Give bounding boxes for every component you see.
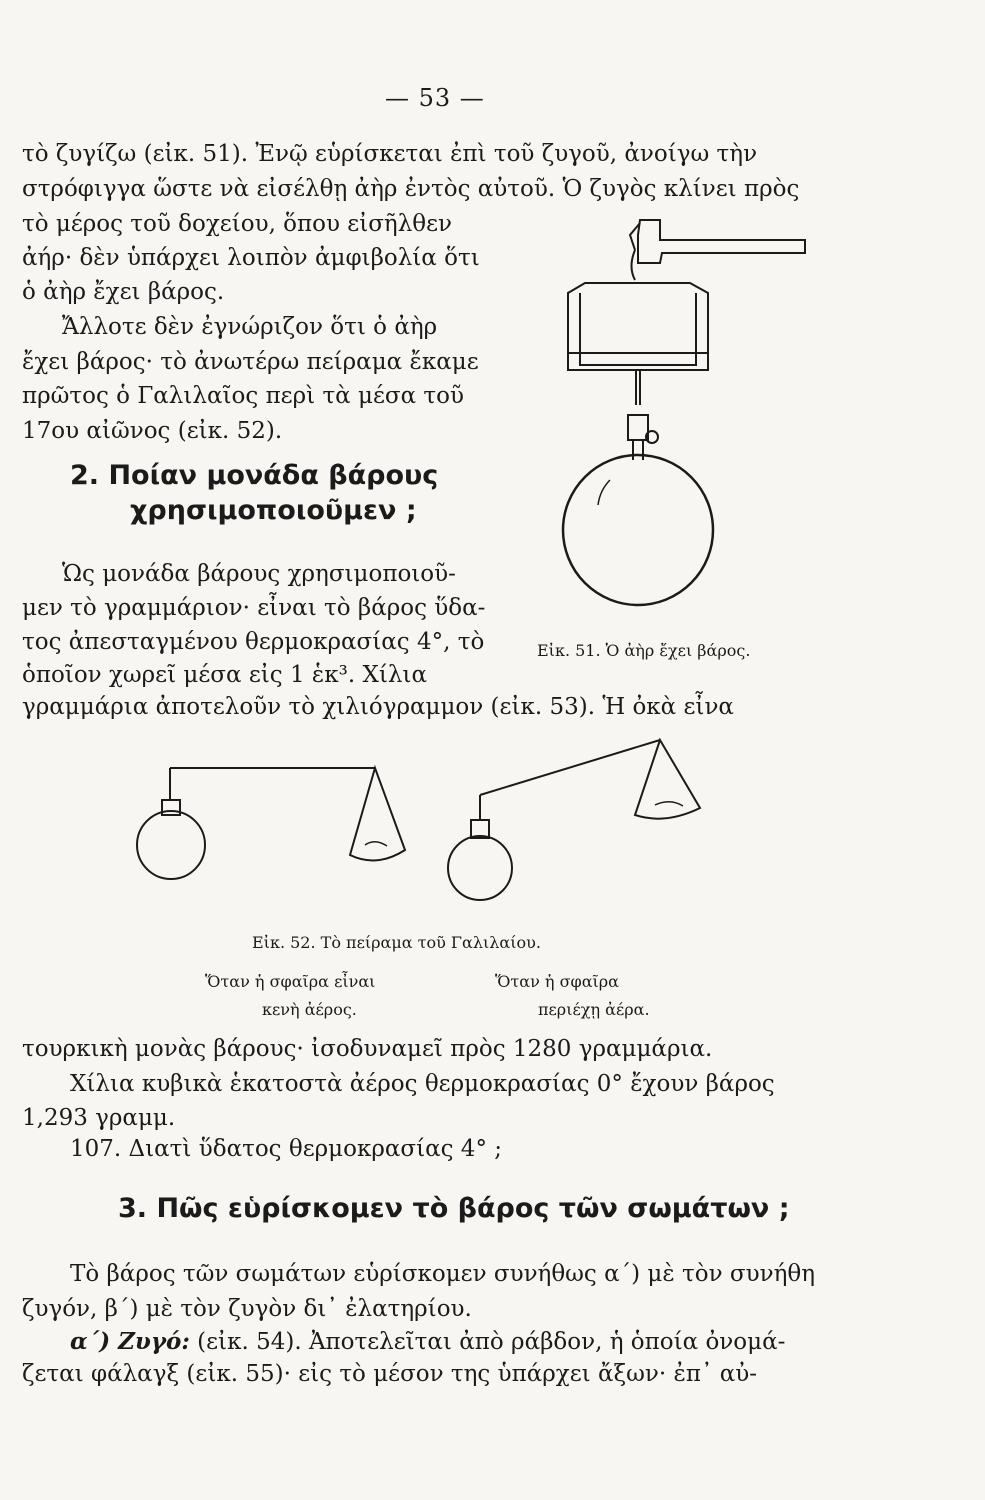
- text-line: ἔχει βάρος· τὸ ἀνωτέρω πείραμα ἔκαμε: [22, 349, 479, 375]
- text-line: ζεται φάλαγξ (εἰκ. 55)· εἰς τὸ μέσον της ὑπάρχει ἄξων· ἐπ᾽ αὐ-: [22, 1361, 758, 1387]
- text-line: [70, 1330, 785, 1354]
- text-line: Τὸ βάρος τῶν σωμάτων εὑρίσκομεν συνήθως α΄) μὲ τὸν συνήθη: [70, 1261, 815, 1287]
- text-line: τος ἀπεσταγμένου θερμοκρασίας 4°, τὸ: [22, 629, 485, 655]
- text-line: Χίλια κυβικὰ ἑκατοστὰ ἀέρος θερμοκρασίας 0° ἔχουν βάρος: [70, 1071, 775, 1097]
- figure-52-caption: Εἰκ. 52. Τὸ πείραμα τοῦ Γαλιλαίου.: [252, 933, 541, 952]
- text-line: 1,293 γραμμ.: [22, 1105, 176, 1131]
- page-number: — 53 —: [385, 84, 485, 112]
- text-line: ζυγόν, β΄) μὲ τὸν ζυγὸν δι᾽ ἐλατηρίου.: [22, 1296, 472, 1322]
- text-line: Ὡς μονάδα βάρους χρησιμοποιοῦ-: [62, 561, 456, 587]
- text-line: ὁποῖον χωρεῖ μέσα εἰς 1 ἑκ³. Χίλια: [22, 662, 427, 688]
- figure-51-caption: Εἰκ. 51. Ὁ ἀὴρ ἔχει βάρος.: [537, 641, 751, 660]
- paragraph-6-text: (εἰκ. 54). Ἀποτελεῖται ἀπὸ ράβδον, ἡ ὁποία ὀνομά-: [197, 1329, 786, 1355]
- section-2-title-cont: χρησιμοποιοῦμεν ;: [130, 495, 417, 526]
- text-line: τὸ ζυγίζω (εἰκ. 51). Ἐνῷ εὑρίσκεται ἐπὶ τοῦ ζυγοῦ, ἀνοίγω τὴν: [22, 141, 758, 167]
- text-line: στρόφιγγα ὥστε νὰ εἰσέλθῃ ἀὴρ ἐντὸς αὐτοῦ. Ὁ ζυγὸς κλίνει πρὸς: [22, 176, 800, 202]
- figure-52-drawing: [125, 720, 715, 900]
- text-line: τὸ μέρος τοῦ δοχείου, ὅπου εἰσῆλθεν: [22, 211, 453, 237]
- section-2-title: 2. Ποίαν μονάδα βάρους: [70, 460, 439, 491]
- figure-51-drawing: [540, 205, 830, 645]
- section-3-title: 3. Πῶς εὑρίσκομεν τὸ βάρος τῶν σωμάτων ;: [118, 1193, 790, 1224]
- text-line: ἀήρ· δὲν ὑπάρχει λοιπὸν ἀμφιβολία ὅτι: [22, 245, 480, 271]
- text-line: μεν τὸ γραμμάριον· εἶναι τὸ βάρος ὕδα-: [22, 595, 486, 621]
- figure-52-right-caption: περιέχῃ ἀέρα.: [538, 1000, 650, 1019]
- text-line: 107. Διατὶ ὕδατος θερμοκρασίας 4° ;: [70, 1136, 503, 1162]
- figure-52-right-caption: Ὅταν ἡ σφαῖρα: [495, 972, 619, 991]
- text-line: ὁ ἀὴρ ἔχει βάρος.: [22, 279, 225, 305]
- text-line: γραμμάρια ἀποτελοῦν τὸ χιλιόγραμμον (εἰκ. 53). Ἡ ὀκὰ εἶνα: [22, 694, 734, 720]
- figure-52-left-caption: Ὅταν ἡ σφαῖρα εἶναι: [205, 972, 376, 991]
- paragraph-6-label: α΄) Ζυγό:: [70, 1328, 190, 1355]
- figure-52-left-caption: κενὴ ἀέρος.: [262, 1000, 357, 1019]
- text-line: 17ου αἰῶνος (εἰκ. 52).: [22, 418, 283, 444]
- text-line: τουρκικὴ μονὰς βάρους· ἰσοδυναμεῖ πρὸς 1280 γραμμάρια.: [22, 1036, 713, 1062]
- text-line: Ἄλλοτε δὲν ἐγνώριζον ὅτι ὁ ἀὴρ: [62, 314, 438, 340]
- text-line: πρῶτος ὁ Γαλιλαῖος περὶ τὰ μέσα τοῦ: [22, 383, 464, 409]
